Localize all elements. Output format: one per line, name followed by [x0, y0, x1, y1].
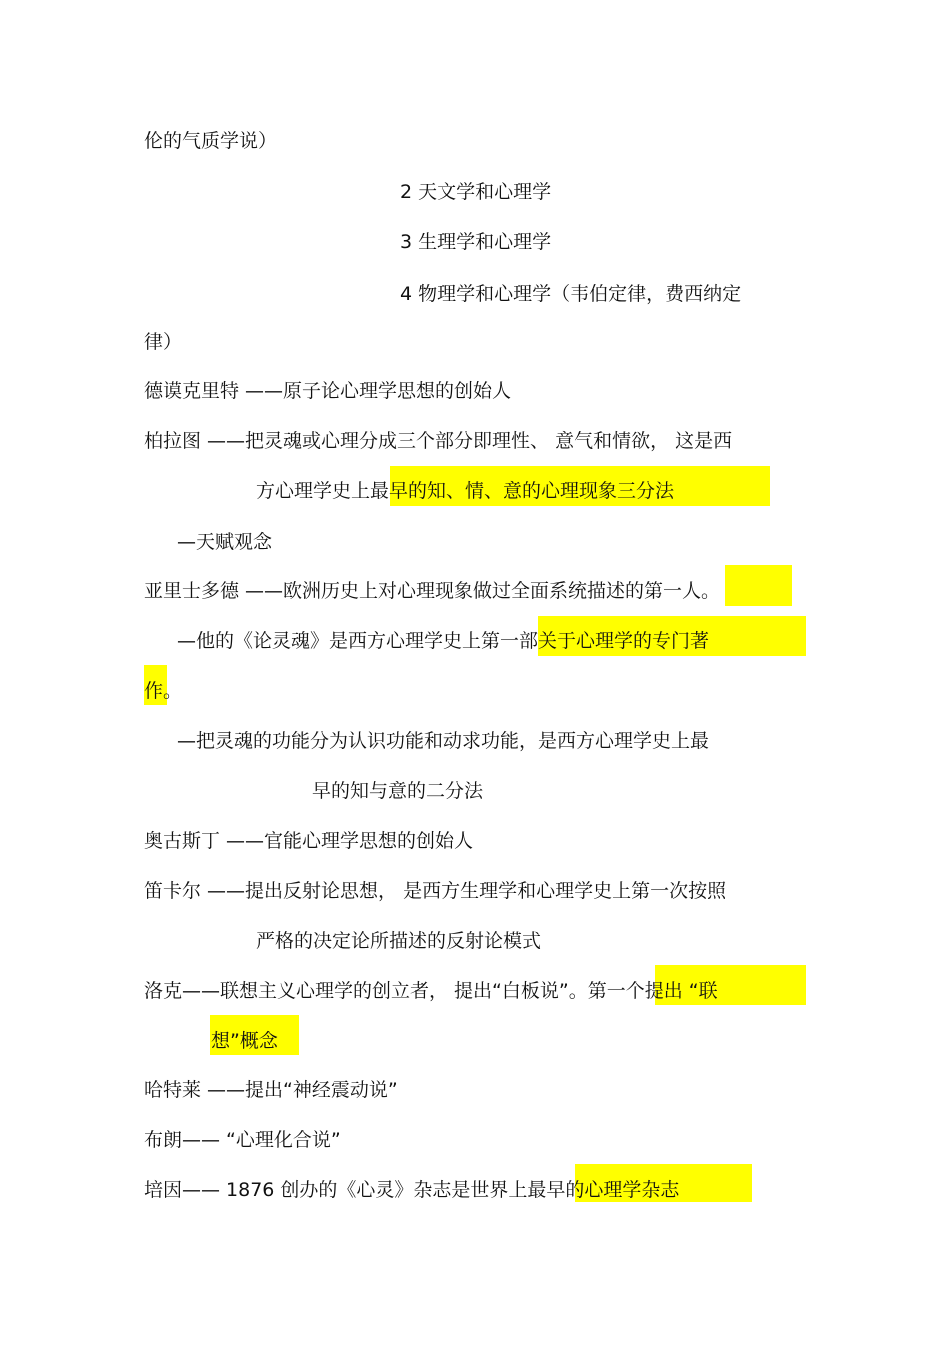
- text-line: 伦的气质学说）: [144, 130, 278, 152]
- text-line: 培因—— 1876 创办的《心灵》杂志是世界上最早的心理学杂志: [144, 1179, 680, 1201]
- text-line: 德谟克里特 ——原子论心理学思想的创始人: [144, 380, 512, 402]
- text-line: 方心理学史上最早的知、情、意的心理现象三分法: [256, 480, 675, 502]
- text-line: 作。: [144, 680, 183, 702]
- text-line: 哈特莱 ——提出“神经震动说”: [144, 1079, 398, 1101]
- text-line: 律）: [144, 331, 183, 353]
- text-line: 布朗—— “心理化合说”: [144, 1129, 341, 1151]
- text-line: 早的知与意的二分法: [312, 780, 484, 802]
- text-line: —他的《论灵魂》是西方心理学史上第一部关于心理学的专门著: [177, 630, 710, 652]
- text-line: 柏拉图 ——把灵魂或心理分成三个部分即理性、 意气和情欲， 这是西: [144, 430, 733, 452]
- text-line: 2 天文学和心理学: [400, 181, 552, 203]
- text-line: 奥古斯丁 ——官能心理学思想的创始人: [144, 830, 474, 852]
- text-line: 想”概念: [211, 1030, 278, 1052]
- text-line: 洛克——联想主义心理学的创立者， 提出“白板说”。第一个提出 “联: [144, 980, 718, 1002]
- text-line: —天赋观念: [177, 531, 273, 553]
- text-line: —把灵魂的功能分为认识功能和动求功能，是西方心理学史上最: [177, 730, 710, 752]
- text-line: 笛卡尔 ——提出反射论思想， 是西方生理学和心理学史上第一次按照: [144, 880, 727, 902]
- text-line: 亚里士多德 ——欧洲历史上对心理现象做过全面系统描述的第一人。: [144, 580, 721, 602]
- text-line: 严格的决定论所描述的反射论模式: [256, 930, 542, 952]
- highlight-mark: [725, 565, 792, 606]
- text-line: 3 生理学和心理学: [400, 231, 552, 253]
- text-line: 4 物理学和心理学（韦伯定律，费西纳定: [400, 283, 742, 305]
